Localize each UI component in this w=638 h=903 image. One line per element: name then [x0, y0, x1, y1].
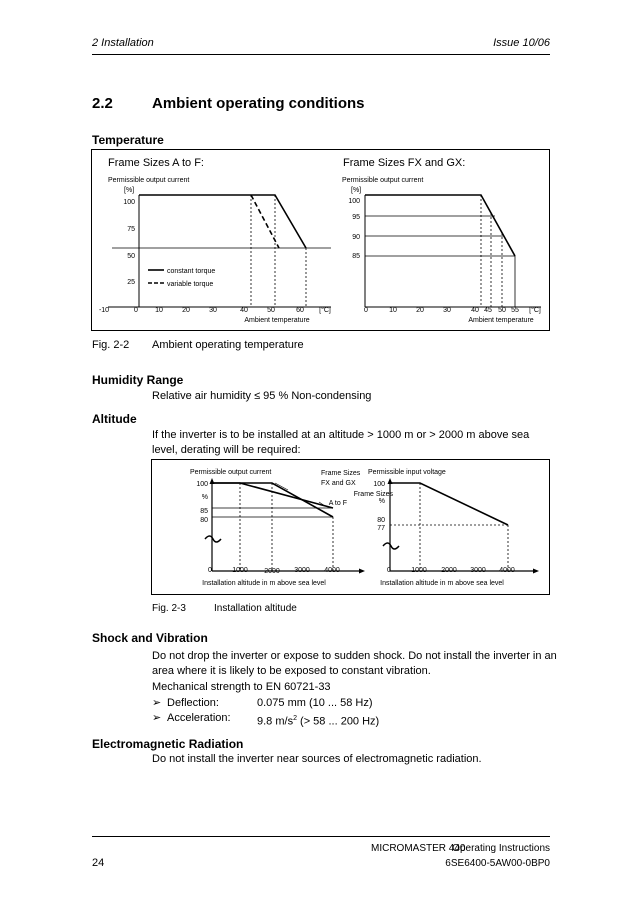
legend-constant-torque: constant torque [167, 268, 216, 275]
emr-heading: Electromagnetic Radiation [92, 737, 244, 751]
fig-2-2-label: Fig. 2-2 [92, 339, 130, 351]
altitude-charts [151, 459, 550, 595]
alt-right-axis-break-icon [383, 543, 399, 549]
alt-left-ytick: 85 [200, 508, 208, 515]
alt-left-fxgx-curve [212, 483, 333, 508]
deflection-label: Deflection: [167, 697, 219, 709]
alt-left-fxgx-label: Frame Sizes [321, 470, 361, 477]
alt-left-xtick: 0 [208, 567, 212, 574]
acceleration-bullet-icon: ➢ [152, 712, 162, 724]
altitude-text-line1: If the inverter is to be installed at an altitude > 1000 m or > 2000 m above sea [152, 429, 530, 441]
right-temp-xtick: 10 [389, 307, 397, 314]
right-temp-xtick: 55 [511, 307, 519, 314]
left-temp-xtick: 0 [134, 307, 138, 314]
shock-line3: Mechanical strength to EN 60721-33 [152, 681, 331, 693]
acceleration-value [257, 711, 379, 730]
alt-left-xtick: 3000 [294, 567, 310, 574]
header-rule [92, 54, 550, 55]
emr-text: Do not install the inverter near sources of electromagnetic radiation. [152, 753, 482, 765]
left-temp-ytick: 100 [123, 199, 135, 206]
footer-rule [92, 836, 550, 837]
alt-right-title: Permissible input voltage [368, 469, 446, 476]
alt-left-ytick: % [201, 494, 208, 501]
alt-left-ytick: 100 [196, 481, 208, 488]
humidity-heading: Humidity Range [92, 373, 184, 387]
alt-right-ytick: 100 [373, 481, 385, 488]
right-temp-xtick: 20 [416, 307, 424, 314]
right-temp-title: Frame Sizes FX and GX: [343, 157, 466, 169]
temperature-charts [91, 149, 550, 331]
right-temp-xtick: 40 [471, 307, 479, 314]
alt-left-xcaption: Installation altitude in m above sea level [202, 580, 326, 587]
left-temp-title: Frame Sizes A to F: [108, 157, 204, 169]
alt-left-xtick: 2000 [264, 568, 280, 575]
left-temp-xtick: 40 [240, 307, 248, 314]
alt-right-ytick: 80 [377, 517, 385, 524]
left-temp-ytick: 50 [127, 253, 135, 260]
left-temp-ycaption: Permissible output current [108, 177, 190, 184]
acceleration-label: Acceleration: [167, 712, 231, 724]
footer-doc-title: Operating Instructions [452, 843, 550, 854]
temperature-heading: Temperature [92, 133, 164, 147]
right-temp-ycaption: Permissible output current [342, 177, 424, 184]
left-temp-xtick: -10 [98, 307, 110, 314]
left-temp-ytick: 75 [127, 226, 135, 233]
left-temp-ytick: 25 [127, 279, 135, 286]
acceleration-value-main: 9.8 m/s [257, 715, 294, 728]
alt-right-ytick: % [378, 498, 385, 505]
alt-right-curve [390, 483, 508, 525]
header-section-title: 2 Installation [92, 37, 154, 49]
alt-left-xtick: 4000 [324, 567, 340, 574]
alt-left-af-label: Frame Sizes [353, 491, 393, 498]
alt-left-xtick: 1000 [232, 567, 248, 574]
left-temp-xtick: 30 [209, 307, 217, 314]
alt-left-fxgx-label: FX and GX [321, 480, 356, 487]
header-issue: Issue 10/06 [493, 37, 550, 49]
right-temp-ytick: 90 [352, 234, 360, 241]
footer-product: MICROMASTER 440 [371, 843, 466, 854]
acceleration-value-range: (> 58 ... 200 Hz) [296, 715, 380, 728]
alt-left-af-curve [212, 483, 333, 517]
section-number: 2.2 [92, 95, 113, 112]
left-temp-yunit: [%] [124, 187, 135, 194]
right-temp-ytick: 95 [352, 214, 360, 221]
humidity-text: Relative air humidity ≤ 95 % Non-condensing [152, 390, 372, 402]
left-temp-xunit: [°C] [319, 307, 331, 314]
shock-heading: Shock and Vibration [92, 631, 208, 645]
section-title: Ambient operating conditions [152, 95, 365, 112]
left-temp-xtick: 60 [296, 307, 304, 314]
altitude-text-line2: level, derating will be required: [152, 444, 301, 456]
right-temp-xcaption: Ambient temperature [468, 317, 534, 324]
acceleration-exponent: 2 [293, 715, 297, 722]
shock-line1: Do not drop the inverter or expose to sudden shock. Do not install the inverter in an [152, 650, 557, 662]
deflection-bullet-icon: ➢ [152, 697, 162, 709]
fig-2-2-caption: Ambient operating temperature [152, 339, 304, 351]
left-temp-xcaption: Ambient temperature [244, 317, 310, 324]
footer-doc-number: 6SE6400-5AW00-0BP0 [445, 858, 550, 869]
alt-left-xaxis-arrow [359, 569, 365, 574]
alt-right-xtick: 2000 [441, 567, 457, 574]
alt-right-ytick: 77 [377, 525, 385, 532]
alt-right-xtick: 0 [387, 567, 391, 574]
altitude-heading: Altitude [92, 412, 137, 426]
alt-right-xcaption: Installation altitude in m above sea level [380, 580, 504, 587]
alt-left-ytick: 80 [200, 517, 208, 524]
left-temp-xtick: 50 [267, 307, 275, 314]
alt-left-title: Permissible output current [190, 469, 272, 476]
fig-2-3-label: Fig. 2-3 [152, 603, 186, 614]
right-temp-ytick: 85 [352, 253, 360, 260]
alt-right-xtick: 4000 [499, 567, 515, 574]
right-temp-xtick: 50 [498, 307, 506, 314]
alt-left-axis-break-icon [205, 536, 221, 542]
right-temp-xtick: 30 [443, 307, 451, 314]
alt-right-xtick: 3000 [470, 567, 486, 574]
alt-right-xaxis-arrow [533, 569, 539, 574]
left-temp-xtick: 10 [155, 307, 163, 314]
alt-left-af-label: A to F [328, 500, 347, 507]
shock-line2: area where it is likely to be exposed to constant vibration. [152, 665, 431, 677]
fig-2-3-caption: Installation altitude [214, 603, 297, 614]
right-temp-ytick: 100 [348, 198, 360, 205]
footer-page-number: 24 [92, 857, 105, 869]
right-temp-xtick: 0 [364, 307, 368, 314]
left-temp-constant-curve [139, 195, 306, 248]
deflection-value: 0.075 mm (10 ... 58 Hz) [257, 697, 373, 709]
left-temp-xtick: 20 [182, 307, 190, 314]
alt-right-xtick: 1000 [411, 567, 427, 574]
legend-variable-torque: variable torque [167, 281, 214, 288]
right-temp-xtick: 45 [484, 307, 492, 314]
right-temp-curve [365, 195, 515, 256]
right-temp-yunit: [%] [351, 187, 362, 194]
right-temp-xunit: [°C] [529, 307, 541, 314]
